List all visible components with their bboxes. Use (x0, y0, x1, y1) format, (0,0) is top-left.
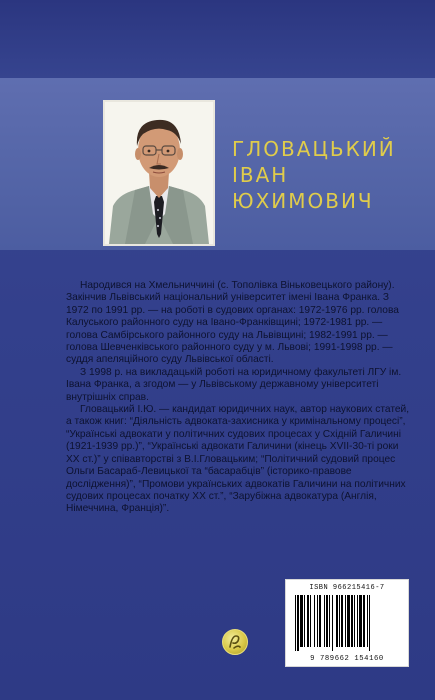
author-surname: ГЛОВАЦЬКИЙ (232, 137, 396, 161)
isbn-label: ISBN 966215416-7 (309, 584, 385, 592)
barcode-bar (336, 595, 338, 647)
barcode-bar (295, 595, 296, 651)
barcode-bar (357, 595, 358, 647)
barcode-bar (339, 595, 340, 647)
barcode-bar (300, 595, 303, 647)
author-portrait (103, 100, 215, 246)
barcode-bar (359, 595, 362, 647)
barcode-bar (310, 595, 311, 647)
barcode-bar (367, 595, 368, 647)
barcode-bar (351, 595, 353, 647)
barcode-bar (317, 595, 318, 647)
barcode-bar (369, 595, 370, 651)
publisher-logo-icon (222, 629, 248, 655)
barcode-bar (341, 595, 343, 647)
barcode-bar (347, 595, 350, 647)
bio-paragraph: Гловацький І.Ю. — кандидат юридичних наук, автор наукових статей, а також книг: “Діяльність адвоката-захисника у кримінальному процесі”, “Українські адвокати у політичних судових процесах у Східній Галичині (1921-1939 рр.)”, “Українські адвокати Галичини (кінець XVII-30-ті роки ХХ ст.)” у співавторстві з В.І.Гловацьким; “Політичний судовий процес Ольги Басараб-Левицької та “басарабців” (історико-правове дослідження)”, “Промови українських адвокатів Галичини на політичних судових процесах початку ХХ ст.”, “Зарубіжна адвокатура (Англія, Німеччина, Франція)”. (66, 404, 410, 515)
barcode-bar (329, 595, 330, 647)
author-name (232, 136, 432, 214)
author-first-name: ІВАН (232, 163, 289, 187)
barcode-bar (324, 595, 325, 647)
barcode-bar (319, 595, 321, 647)
barcode-bar (304, 595, 305, 647)
barcode-bar (345, 595, 346, 647)
barcode-bar (354, 595, 355, 647)
barcode-bar (363, 595, 365, 647)
barcode-bar (297, 595, 299, 651)
isbn-barcode-box (285, 579, 409, 667)
top-band (0, 0, 435, 78)
barcode-digits: 9 789662 154160 (310, 655, 384, 663)
author-patronymic: ЮХИМОВИЧ (232, 189, 374, 213)
barcode-bar (307, 595, 309, 647)
barcode (293, 595, 403, 651)
bio-paragraph: З 1998 р. на викладацькій роботі на юридичному факультеті ЛГУ ім. Івана Франка, а згодом — у Львівському державному університеті внутрішніх справ. (66, 366, 402, 403)
author-biography (66, 280, 411, 516)
barcode-bar (332, 595, 333, 651)
barcode-bar (314, 595, 315, 647)
barcode-bar (326, 595, 328, 647)
bio-paragraph: Народився на Хмельниччині (с. Тополівка Віньковецького району). Закінчив Львівський національний університет імені Івана Франка. З 1972 по 1991 рр. — на роботі в судових органах: 1972-1976 рр. голова Калуського районного суду на Івано-Франківщині; 1972-1981 рр. — голова Самбірського районного суду на Львівщині; 1982-1991 рр. — голова Шевченківського районного суду у м. Львові; 1991-1998 рр. — суддя апеляційного суду Львівської області. (66, 280, 399, 366)
